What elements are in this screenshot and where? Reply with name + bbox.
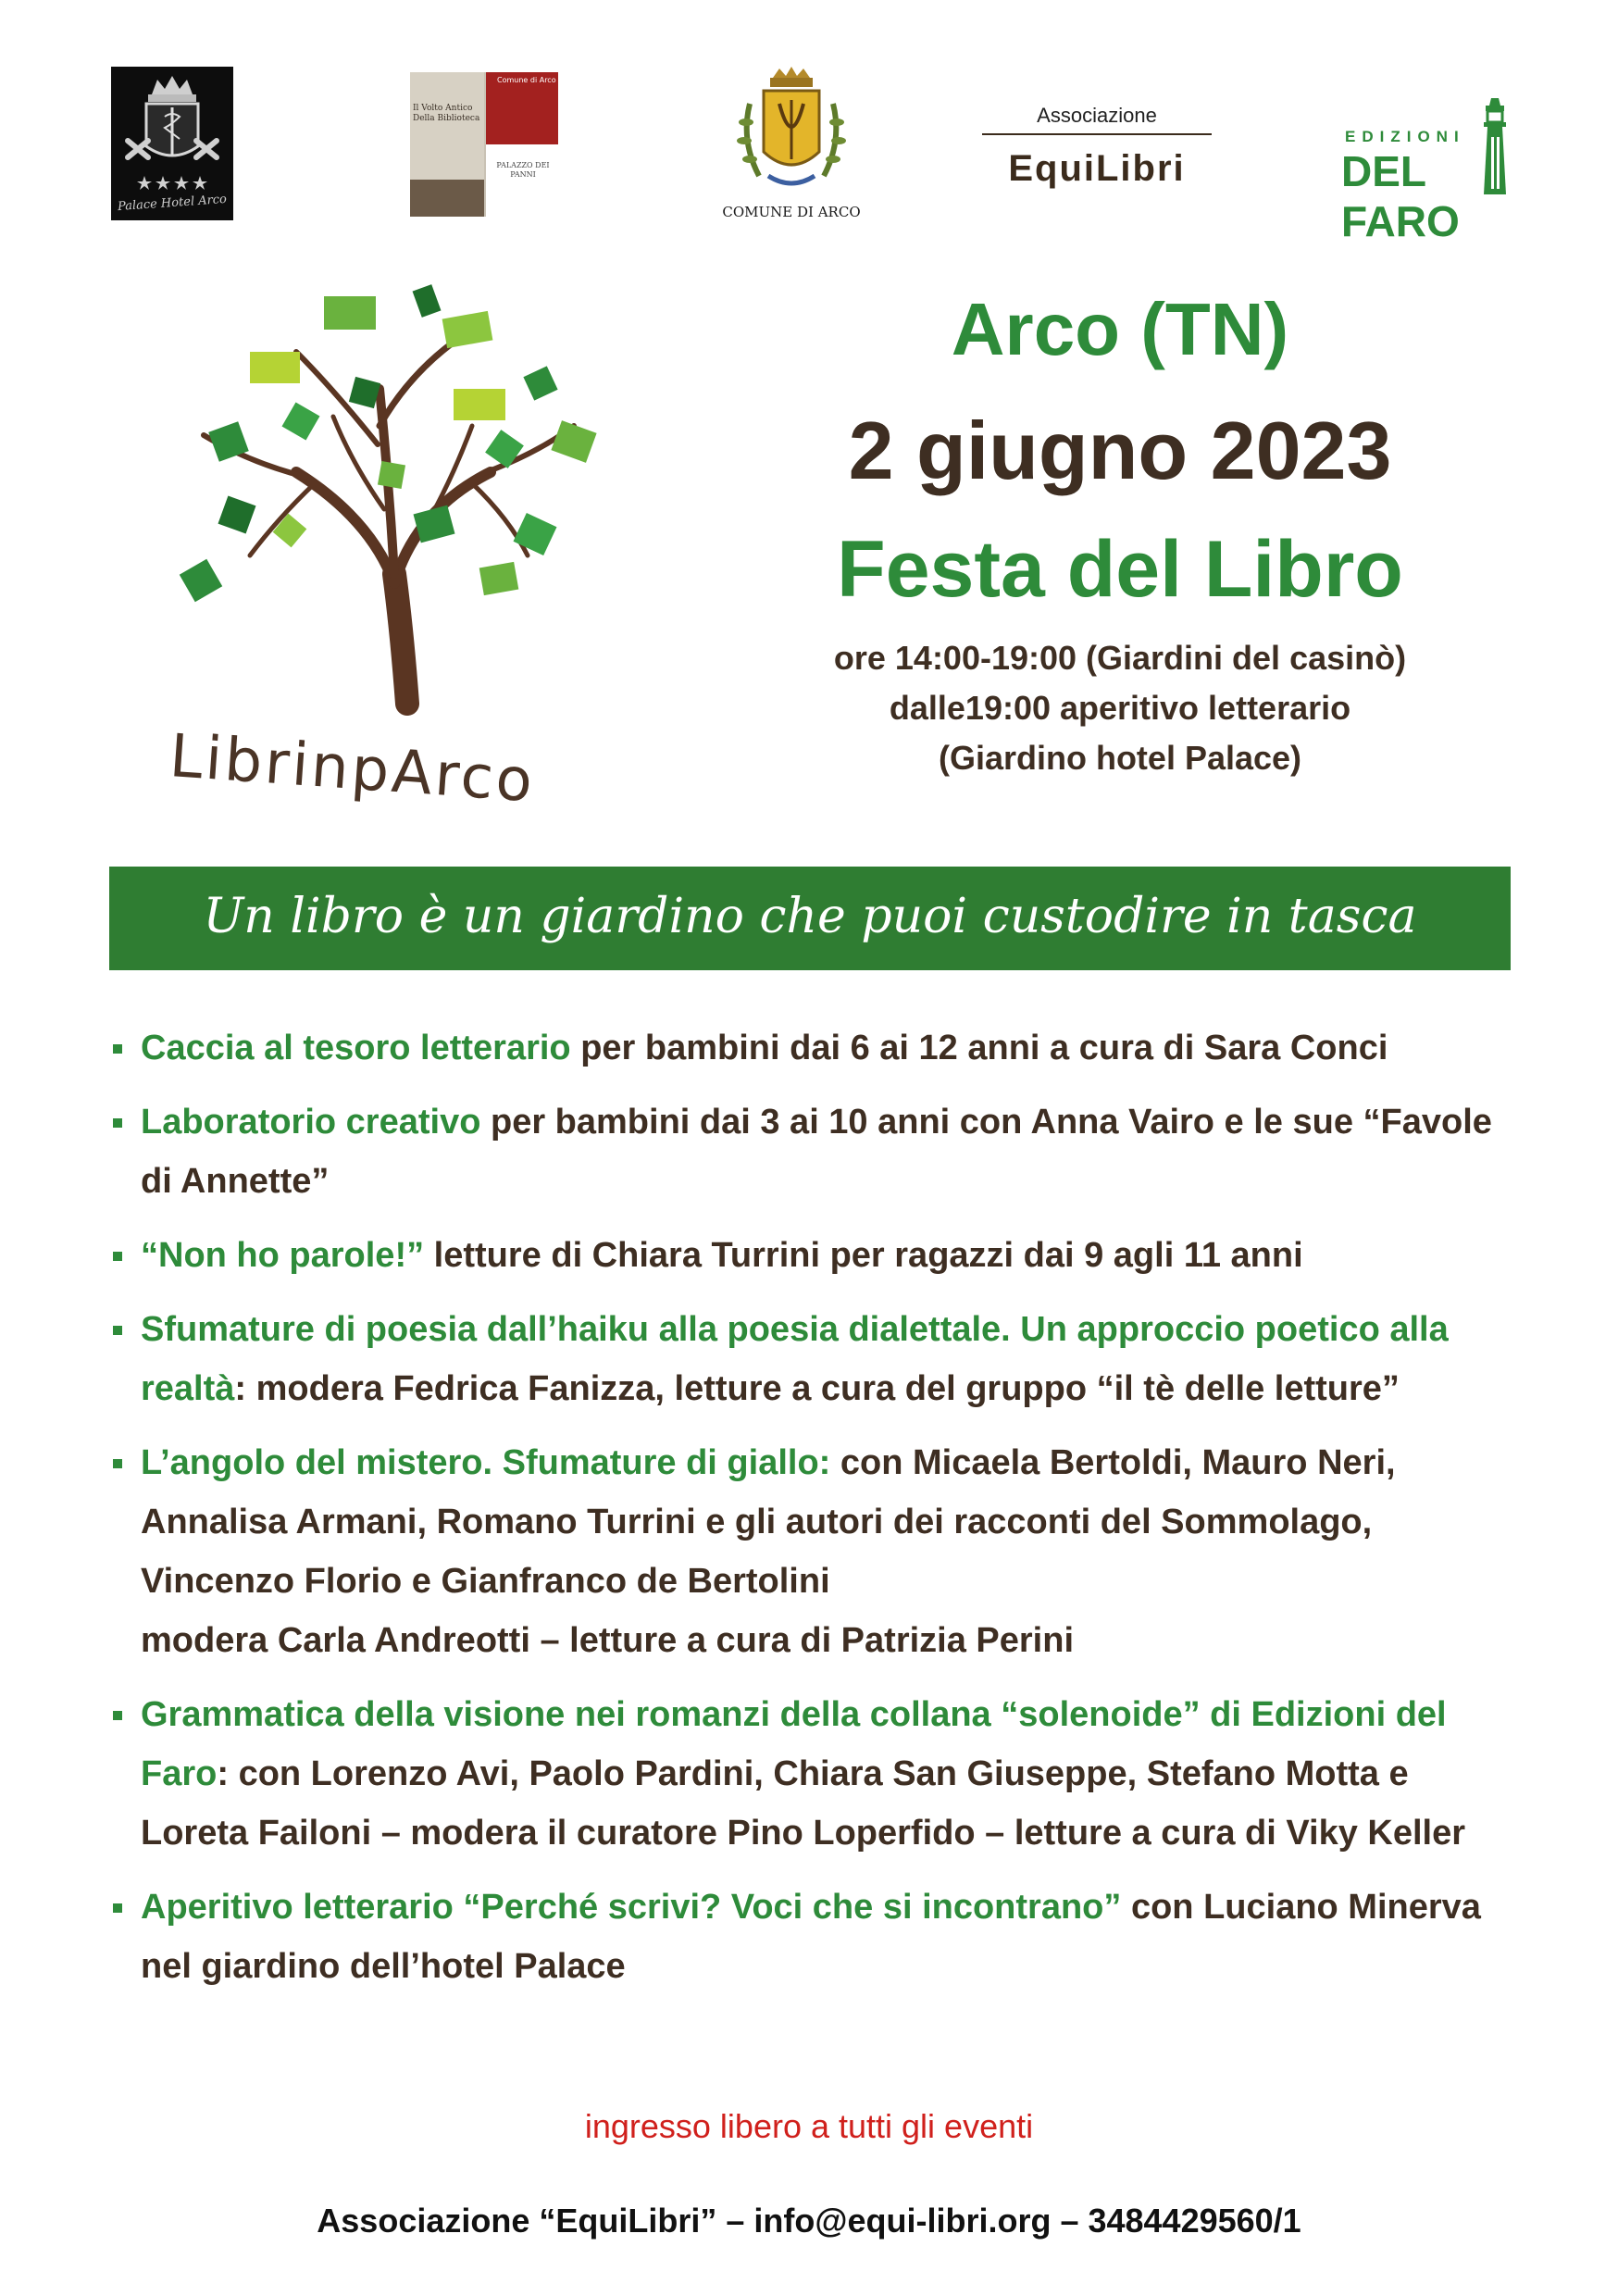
program-item-title: L’angolo del mistero. Sfumature di giallo: bbox=[141, 1443, 831, 1482]
banner-quote: Un libro è un giardino che puoi custodire in tasca bbox=[203, 889, 1417, 944]
equilibri-name: EquiLibri bbox=[1008, 148, 1186, 189]
program-item-title: Laboratorio creativo bbox=[141, 1103, 481, 1142]
program-item-text: per bambini dai 6 ai 12 anni a cura di Sara Conci bbox=[570, 1029, 1388, 1067]
bullet-icon bbox=[113, 1459, 122, 1468]
program-item-title: Aperitivo letterario “Perché scrivi? Voci che si incontrano” bbox=[141, 1888, 1122, 1927]
bullet-icon bbox=[113, 1252, 122, 1261]
event-aperitivo-time: dalle19:00 aperitivo letterario bbox=[889, 689, 1351, 727]
event-hours: ore 14:00-19:00 (Giardini del casinò) bbox=[833, 639, 1407, 677]
palace-hotel-logo bbox=[111, 67, 233, 220]
equilibri-logo bbox=[977, 104, 1217, 196]
lighthouse-icon bbox=[1478, 96, 1512, 196]
program-item-title: Sfumature di poesia dall’haiku alla poesia dialettale. Un approccio poetico alla realtà bbox=[141, 1310, 1449, 1408]
book-cover-red-panel bbox=[486, 72, 558, 144]
program-item-text: letture di Chiara Turrini per ragazzi dai 9 agli 11 anni bbox=[424, 1236, 1303, 1275]
program-item-title: Grammatica della visione nei romanzi della collana “solenoide” di Edizioni del Faro bbox=[141, 1695, 1447, 1793]
equilibri-assoc-label: Associazione bbox=[1037, 104, 1157, 127]
faro-top-text: EDIZIONI bbox=[1345, 128, 1465, 145]
event-date: 2 giugno 2023 bbox=[848, 405, 1392, 496]
book-cover-publisher: Comune di Arco bbox=[497, 76, 556, 84]
book-tree-icon bbox=[139, 278, 657, 722]
quote-banner bbox=[109, 867, 1511, 970]
program-item-text: : con Lorenzo Avi, Paolo Pardini, Chiara San Giuseppe, Stefano Motta e Loreta Failoni – modera il curatore Pino Loperfido – letture a cura di Viky Keller bbox=[141, 1754, 1466, 1853]
program-item-text: con Luciano Minerva nel giardino dell’hotel Palace bbox=[141, 1888, 1481, 1986]
book-cover-palazzo: PALAZZO DEI PANNI bbox=[496, 161, 550, 179]
bullet-icon bbox=[113, 1044, 122, 1054]
event-aperitivo-place: (Giardino hotel Palace) bbox=[938, 739, 1302, 777]
book-cover-logo bbox=[410, 72, 558, 217]
contact-footer: Associazione “EquiLibri” – info@equi-libri.org – 3484429560/1 bbox=[317, 2202, 1301, 2240]
librinparco-tree-logo bbox=[139, 278, 657, 815]
arco-coat-of-arms-icon bbox=[722, 67, 861, 202]
book-cover-title: Il Volto Antico Della Biblioteca bbox=[413, 104, 480, 123]
faro-bottom-text: DEL FARO bbox=[1341, 147, 1460, 245]
bullet-icon bbox=[113, 1903, 122, 1913]
program-item-title: “Non ho parole!” bbox=[141, 1236, 425, 1275]
program-item bbox=[111, 1878, 1518, 1996]
bullet-icon bbox=[113, 1711, 122, 1720]
program-item bbox=[111, 1092, 1518, 1211]
comune-caption: COMUNE DI ARCO bbox=[722, 204, 861, 220]
librinparco-wordmark: LibrinpArco bbox=[167, 722, 538, 817]
program-item bbox=[111, 1300, 1518, 1418]
program-item bbox=[111, 1685, 1518, 1863]
program-item-text: : modera Fedrica Fanizza, letture a cura del gruppo “il tè delle letture” bbox=[234, 1369, 1400, 1408]
event-title: Festa del Libro bbox=[837, 525, 1403, 614]
equilibri-divider bbox=[982, 133, 1212, 135]
program-item bbox=[111, 1018, 1518, 1078]
free-entry-note: ingresso libero a tutti gli eventi bbox=[584, 2107, 1034, 2145]
program-item-title: Caccia al tesoro letterario bbox=[141, 1029, 571, 1067]
program-item-moderator: modera Carla Andreotti – letture a cura di Patrizia Perini bbox=[141, 1621, 1075, 1660]
program-item-text: per bambini dai 3 ai 10 anni con Anna Vairo e le sue “Favole di Annette” bbox=[141, 1103, 1492, 1201]
hotel-logo-text: Palace Hotel Arco bbox=[117, 192, 228, 215]
edizioni-del-faro-logo bbox=[1338, 93, 1513, 245]
bullet-icon bbox=[113, 1118, 122, 1128]
program-list bbox=[111, 1018, 1518, 2011]
book-cover-right bbox=[486, 72, 558, 217]
comune-di-arco-logo bbox=[722, 67, 861, 224]
program-item bbox=[111, 1433, 1518, 1670]
book-cover-photo-strip bbox=[410, 180, 484, 217]
program-item-text: con Micaela Bertoldi, Mauro Neri, Annalisa Armani, Romano Turrini e gli autori dei racconti del Sommolago, Vincenzo Florio e Gianfranco de Bertolini bbox=[141, 1443, 1396, 1601]
event-city: Arco (TN) bbox=[951, 288, 1289, 370]
bullet-icon bbox=[113, 1326, 122, 1335]
program-item bbox=[111, 1226, 1518, 1285]
